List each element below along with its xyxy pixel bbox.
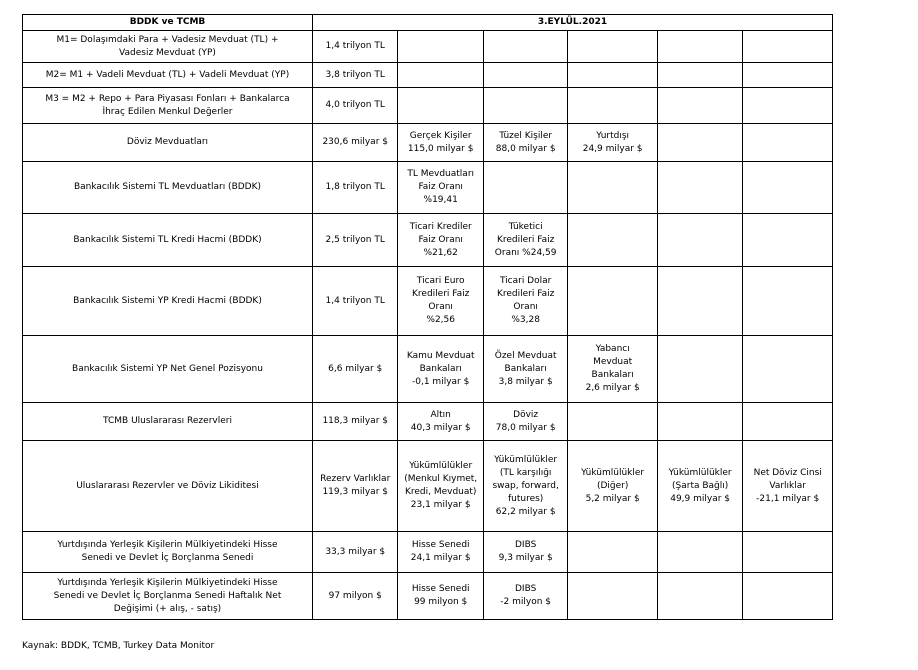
table-row-m3 xyxy=(23,88,833,124)
row-label: Döviz Mevduatları xyxy=(23,124,313,162)
row-total: 1,8 trilyon TL xyxy=(312,162,397,214)
table-row-yurtdisi-hisse-dibs xyxy=(23,532,833,573)
row-cell-3 xyxy=(568,573,658,620)
table-row-rezerv-likidite xyxy=(23,441,833,532)
row-cell-1: Ticari Krediler Faiz Oranı %21,62 xyxy=(398,214,483,267)
row-cell-4 xyxy=(657,31,742,63)
row-total: 1,4 trilyon TL xyxy=(312,31,397,63)
row-cell-3 xyxy=(568,267,658,336)
row-cell-5 xyxy=(743,214,833,267)
row-cell-5 xyxy=(743,124,833,162)
row-cell-1: TL Mevduatları Faiz Oranı %19,41 xyxy=(398,162,483,214)
header-date-cell: 3.EYLÜL.2021 xyxy=(312,15,832,31)
row-cell-5: Net Döviz Cinsi Varlıklar -21,1 milyar $ xyxy=(743,441,833,532)
row-label: Bankacılık Sistemi YP Net Genel Pozisyonu xyxy=(23,336,313,403)
row-cell-4: Yükümlülükler (Şarta Bağlı) 49,9 milyar $ xyxy=(657,441,742,532)
row-label: Yurtdışında Yerleşik Kişilerin Mülkiyetindeki Hisse Senedi ve Devlet İç Borçlanma Senedi Haftalık Net Değişimi (+ alış, - satış) xyxy=(23,573,313,620)
table-row-m2 xyxy=(23,63,833,88)
row-cell-4 xyxy=(657,267,742,336)
row-cell-1: Yükümlülükler (Menkul Kıymet, Kredi, Mevduat) 23,1 milyar $ xyxy=(398,441,483,532)
table-body xyxy=(23,15,833,620)
row-cell-2: Tüketici Kredileri Faiz Oranı %24,59 xyxy=(483,214,567,267)
row-cell-1: Gerçek Kişiler 115,0 milyar $ xyxy=(398,124,483,162)
row-cell-5 xyxy=(743,403,833,441)
header-row xyxy=(23,15,833,31)
row-cell-4 xyxy=(657,63,742,88)
row-cell-2: Döviz 78,0 milyar $ xyxy=(483,403,567,441)
row-total: 3,8 trilyon TL xyxy=(312,63,397,88)
row-cell-5 xyxy=(743,162,833,214)
table-row-tl-kredi-hacmi xyxy=(23,214,833,267)
row-label: Yurtdışında Yerleşik Kişilerin Mülkiyetindeki Hisse Senedi ve Devlet İç Borçlanma Senedi xyxy=(23,532,313,573)
row-cell-2: Yükümlülükler (TL karşılığı swap, forward, futures) 62,2 milyar $ xyxy=(483,441,567,532)
row-cell-3: Yükümlülükler (Diğer) 5,2 milyar $ xyxy=(568,441,658,532)
row-cell-3 xyxy=(568,162,658,214)
row-cell-1: Hisse Senedi 99 milyon $ xyxy=(398,573,483,620)
row-total: Rezerv Varlıklar 119,3 milyar $ xyxy=(312,441,397,532)
row-total: 230,6 milyar $ xyxy=(312,124,397,162)
header-left-cell: BDDK ve TCMB xyxy=(23,15,313,31)
row-cell-5 xyxy=(743,31,833,63)
row-cell-5 xyxy=(743,573,833,620)
data-table xyxy=(22,14,833,620)
row-cell-2 xyxy=(483,88,567,124)
row-cell-5 xyxy=(743,88,833,124)
row-label: M1= Dolaşımdaki Para + Vadesiz Mevduat (TL) + Vadesiz Mevduat (YP) xyxy=(23,31,313,63)
row-cell-1: Ticari Euro Kredileri Faiz Oranı %2,56 xyxy=(398,267,483,336)
row-label: Uluslararası Rezervler ve Döviz Likiditesi xyxy=(23,441,313,532)
row-total: 6,6 milyar $ xyxy=(312,336,397,403)
table-row-yp-kredi-hacmi xyxy=(23,267,833,336)
row-total: 97 milyon $ xyxy=(312,573,397,620)
row-cell-3 xyxy=(568,214,658,267)
source-note: Kaynak: BDDK, TCMB, Turkey Data Monitor xyxy=(22,641,215,651)
row-label: Bankacılık Sistemi YP Kredi Hacmi (BDDK) xyxy=(23,267,313,336)
row-total: 2,5 trilyon TL xyxy=(312,214,397,267)
row-cell-1 xyxy=(398,31,483,63)
row-label: TCMB Uluslararası Rezervleri xyxy=(23,403,313,441)
row-cell-2 xyxy=(483,63,567,88)
table-row-haftalik-net-degisim xyxy=(23,573,833,620)
row-cell-1 xyxy=(398,88,483,124)
table-row-tcmb-rezervleri xyxy=(23,403,833,441)
row-cell-4 xyxy=(657,124,742,162)
row-cell-2: DIBS -2 milyon $ xyxy=(483,573,567,620)
table-row-yp-net-genel-pozisyon xyxy=(23,336,833,403)
row-cell-3 xyxy=(568,532,658,573)
table-row-m1 xyxy=(23,31,833,63)
row-cell-5 xyxy=(743,267,833,336)
row-cell-4 xyxy=(657,532,742,573)
row-total: 1,4 trilyon TL xyxy=(312,267,397,336)
row-cell-5 xyxy=(743,63,833,88)
row-cell-3: Yurtdışı 24,9 milyar $ xyxy=(568,124,658,162)
row-total: 4,0 trilyon TL xyxy=(312,88,397,124)
row-cell-2: Özel Mevduat Bankaları 3,8 milyar $ xyxy=(483,336,567,403)
row-cell-1 xyxy=(398,63,483,88)
row-cell-4 xyxy=(657,88,742,124)
row-cell-2 xyxy=(483,31,567,63)
row-label: M3 = M2 + Repo + Para Piyasası Fonları + Bankalarca İhraç Edilen Menkul Değerler xyxy=(23,88,313,124)
row-cell-4 xyxy=(657,336,742,403)
row-label: M2= M1 + Vadeli Mevduat (TL) + Vadeli Mevduat (YP) xyxy=(23,63,313,88)
row-cell-3 xyxy=(568,88,658,124)
row-cell-5 xyxy=(743,532,833,573)
row-cell-3 xyxy=(568,31,658,63)
table-row-tl-mevduatlari xyxy=(23,162,833,214)
row-label: Bankacılık Sistemi TL Kredi Hacmi (BDDK) xyxy=(23,214,313,267)
row-cell-2: DIBS 9,3 milyar $ xyxy=(483,532,567,573)
row-cell-2: Tüzel Kişiler 88,0 milyar $ xyxy=(483,124,567,162)
row-cell-4 xyxy=(657,162,742,214)
row-cell-5 xyxy=(743,336,833,403)
row-cell-2 xyxy=(483,162,567,214)
row-label: Bankacılık Sistemi TL Mevduatları (BDDK) xyxy=(23,162,313,214)
row-cell-1: Altın 40,3 milyar $ xyxy=(398,403,483,441)
row-cell-3 xyxy=(568,63,658,88)
row-cell-3: Yabancı Mevduat Bankaları 2,6 milyar $ xyxy=(568,336,658,403)
row-total: 118,3 milyar $ xyxy=(312,403,397,441)
row-cell-2: Ticari Dolar Kredileri Faiz Oranı %3,28 xyxy=(483,267,567,336)
row-cell-4 xyxy=(657,214,742,267)
row-cell-1: Hisse Senedi 24,1 milyar $ xyxy=(398,532,483,573)
table-row-doviz-mevduatlari xyxy=(23,124,833,162)
row-total: 33,3 milyar $ xyxy=(312,532,397,573)
row-cell-4 xyxy=(657,573,742,620)
row-cell-4 xyxy=(657,403,742,441)
row-cell-3 xyxy=(568,403,658,441)
row-cell-1: Kamu Mevduat Bankaları -0,1 milyar $ xyxy=(398,336,483,403)
